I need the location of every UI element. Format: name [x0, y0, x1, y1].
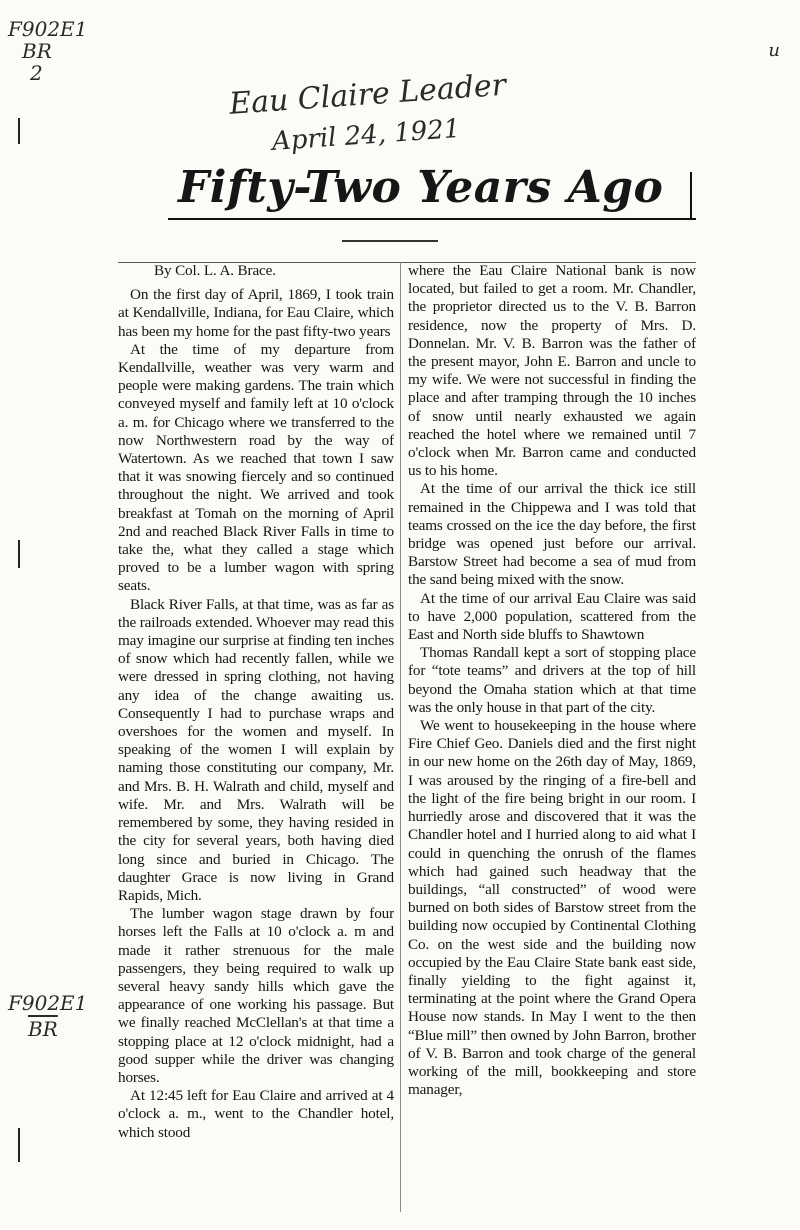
- margin-note-top-left: [8, 18, 87, 84]
- column-divider: [400, 262, 401, 1212]
- margin-note-line: $\overline{BR}$: [28, 1017, 58, 1041]
- margin-note-line: F902E1: [8, 991, 88, 1015]
- source-date: April 24, 1921: [271, 113, 462, 158]
- article-paragraph: Thomas Randall kept a sort of stopping place for “tote teams” and drivers at the top of hill beyond the Omaha station which at that time was the only house in that part of the city.: [408, 644, 696, 716]
- article-paragraph: At 12:45 left for Eau Claire and arrived at 4 o'clock a. m., went to the Chandler hotel, which stood: [118, 1087, 394, 1141]
- article-byline: By Col. L. A. Brace.: [154, 262, 276, 279]
- article-paragraph: We went to housekeeping in the house where Fire Chief Geo. Daniels died and the first night in our new home on the 26th day of May, 1869, I was aroused by the ringing of a fire-bell and the light of the fire being bright in our room. I hurriedly arose and discovered that it was the Chandler hotel and I hurried along to aid what I could in quenching the onrush of the flames which had gained such headway that the buildings, “all constructed” of wood were burned on both sides of Barstow street from the building now occupied by Continental Clothing Co. on the west side and the building now occupied by the Eau Claire State bank east side, finally yielding to the fight against it, terminating at the point where the Grand Opera House now stands. In May I went to the then “Blue mill” then owned by John Barron, brother of V. B. Barron and took charge of the general working of the mill, bookkeeping and store manager,: [408, 717, 696, 1099]
- article-column-right: [408, 262, 696, 1214]
- headline-underline: [168, 218, 696, 220]
- divider-dash: [342, 240, 438, 242]
- article-paragraph: where the Eau Claire National bank is now located, but failed to get a room. Mr. Chandler, the proprietor directed us to the V. B. Barron residence, now the property of Mrs. D. Donnelan. Mr. V. B. Barron was the father of the present mayor, John E. Barron and uncle to my wife. We were not successful in finding the place and after tramping through the 10 inches of snow until nearly exhausted we again reached the hotel where we remained until 7 o'clock when Mr. Barron came and conducted us to his home.: [408, 262, 696, 480]
- margin-tick: [18, 540, 20, 568]
- article-paragraph: Black River Falls, at that time, was as far as the railroads extended. Whoever may read this may imagine our surprise at finding ten inches of snow which had recently fallen, while we were dressed in spring clothing, not having any idea of the change awaiting us. Consequently I had to purchase wraps and overshoes for the women and myself. In speaking of the women I will explain by naming those constituting our company, Mr. and Mrs. B. H. Walrath and child, myself and wife. Mr. and Mrs. Walrath will be remembered by some, they having resided in the city for several years, both having died long since and buried in Chicago. The daughter Grace is now living in Grand Rapids, Mich.: [118, 595, 394, 904]
- article-headline: Fifty-Two Years Ago: [178, 162, 664, 213]
- margin-note-line: BR: [22, 39, 52, 63]
- handwritten-source-note: [228, 66, 510, 165]
- headline-side-rule: [690, 172, 692, 220]
- article-paragraph: At the time of our arrival the thick ice still remained in the Chippewa and I was told that teams crossed on the ice the day before, the first bridge was opened just before our arrival. Barstow Street had become a sea of mud from the sand being mixed with the snow.: [408, 480, 696, 589]
- margin-tick: [18, 118, 20, 144]
- source-publication: Eau Claire Leader: [228, 67, 508, 122]
- article-paragraph: At the time of our arrival Eau Claire was said to have 2,000 population, scattered from the East and North side bluffs to Shawtown: [408, 589, 696, 644]
- margin-note-mid-left: [8, 990, 87, 1042]
- margin-tick: [18, 1128, 20, 1162]
- margin-note-line: 2: [30, 61, 43, 85]
- margin-note-top-right: u: [768, 40, 780, 61]
- article-paragraph: At the time of my departure from Kendallville, weather was very warm and people were making gardens. The train which conveyed myself and family left at 10 o'clock a. m. for Chicago where we transferred to the now Northwestern road by the way of Watertown. As we reached that town I saw that it was snowing fiercely and so continued throughout the night. We arrived and took breakfast at Tomah on the morning of April 2nd and reached Black River Falls in time to take the, what they called a stage which proved to be a lumber wagon with spring seats.: [118, 340, 394, 595]
- article-column-left: [118, 262, 394, 1214]
- article-paragraph: On the first day of April, 1869, I took train at Kendallville, Indiana, for Eau Claire, which has been my home for the past fifty-two years: [118, 286, 394, 340]
- margin-note-line: F902E1: [8, 17, 88, 41]
- article-paragraph: The lumber wagon stage drawn by four horses left the Falls at 10 o'clock a. m and made it rather strenuous for the male passengers, they being required to walk up several heavy sandy hills which gave the appearance of one working his passage. But we finally reached McClellan's at that time a stopping place at 12 o'clock midnight, had a good supper while the driver was changing horses.: [118, 905, 394, 1086]
